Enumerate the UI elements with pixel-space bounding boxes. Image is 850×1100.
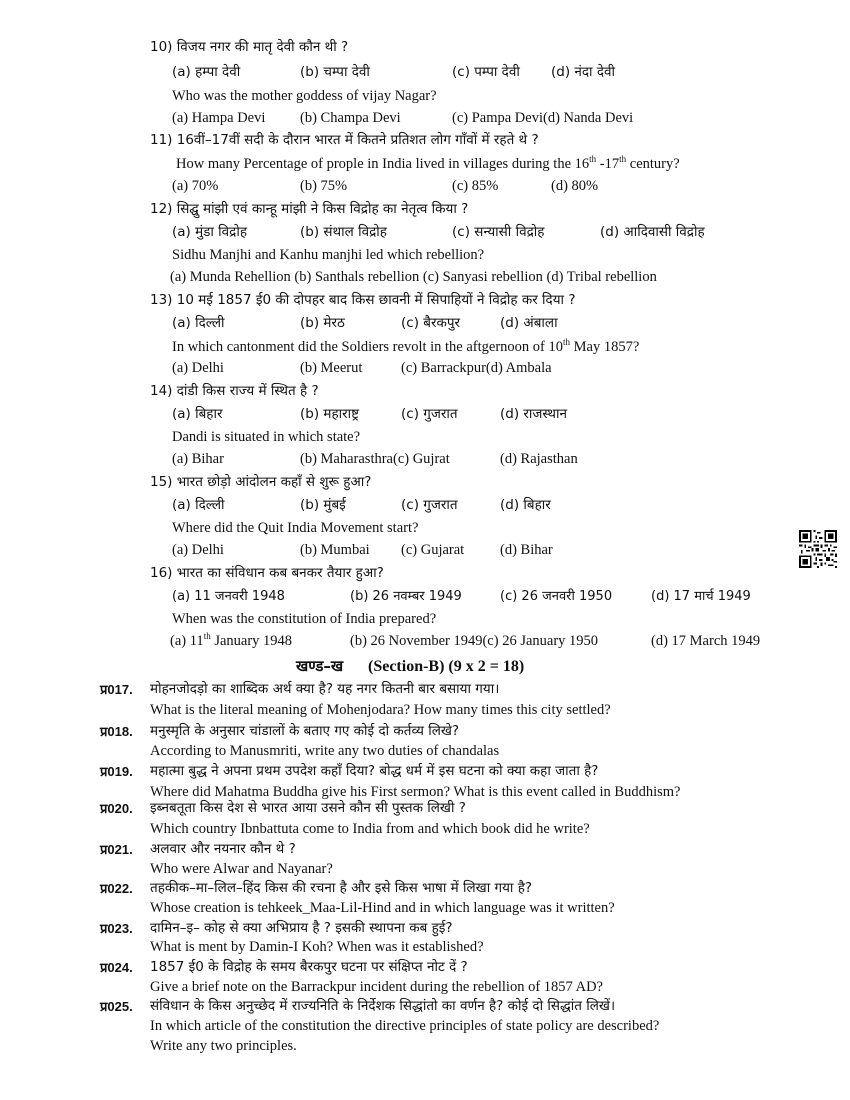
options-english: (a) Munda Rehellion (b) Santhals rebellion (c) Sanyasi rebellion (d) Tribal rebellion [170, 269, 657, 285]
question-hindi: दामिन–इ– कोह से क्या अभिप्राय है ? इसकी स्थापना कब हुई? [150, 920, 453, 936]
option-c: (c) 85% [452, 178, 499, 194]
option-c: (c) 26 जनवरी 1950 [500, 589, 613, 604]
question-english: In which article of the constitution the directive principles of state policy are described? [150, 1018, 660, 1034]
question-20 [0, 797, 850, 820]
question-15 [0, 471, 850, 494]
option-b: (b) Mumbai [300, 542, 370, 558]
question-17 [0, 678, 850, 701]
option-b: (b) Maharasthra(c) Gujrat [300, 451, 450, 467]
option-c: (c) बैरकपुर [401, 315, 461, 331]
options-hindi [0, 221, 850, 244]
option-a: (a) Delhi [172, 542, 224, 558]
question-hindi: 10) विजय नगर की मातृ देवी कौन थी ? [150, 39, 349, 55]
options-hindi [0, 403, 850, 426]
option-b: (b) Champa Devi [300, 110, 401, 126]
option-a: (a) मुंडा विद्रोह [172, 224, 248, 240]
question-hindi: अलवार और नयनार कौन थे ? [150, 841, 296, 857]
question-english: How many Percentage of prople in India lived in villages during the 16th -17th century? [176, 154, 680, 172]
option-b: (b) महाराष्ट्र [300, 406, 360, 422]
question-number: प्र025. [100, 999, 133, 1014]
option-b: (b) 75% [300, 178, 348, 194]
option-d: (d) Rajasthan [500, 451, 578, 467]
question-hindi: मनुस्मृति के अनुसार चांडालों के बताए गए कोई दो कर्तव्य लिखे? [150, 723, 460, 739]
option-c: (c) गुजरात [401, 406, 458, 422]
option-d: (d) अंबाला [500, 315, 558, 331]
options-hindi [0, 61, 850, 84]
question-hindi: इब्नबतूता किस देश से भारत आया उसने कौन सी पुस्तक लिखी ? [150, 800, 466, 816]
question-number: प्र018. [100, 724, 133, 739]
question-hindi: 14) दांडी किस राज्य में स्थित है ? [150, 383, 319, 399]
option-d: (d) 80% [551, 178, 599, 194]
options-english [0, 539, 850, 562]
question-english: Who were Alwar and Nayanar? [150, 861, 333, 877]
option-c: (c) Pampa Devi(d) Nanda Devi [452, 110, 634, 126]
option-c: (c) Barrackpur(d) Ambala [401, 360, 552, 376]
question-hindi: 13) 10 मई 1857 ई0 की दोपहर बाद किस छावनी में सिपाहियों ने विद्रोह कर दिया ? [150, 292, 576, 308]
question-number: प्र022. [100, 881, 133, 896]
option-b: (b) 26 नवम्बर 1949 [350, 589, 462, 604]
question-english: Sidhu Manjhi and Kanhu manjhi led which rebellion? [172, 247, 485, 263]
question-14 [0, 380, 850, 403]
option-a: (a) Delhi [172, 360, 224, 376]
option-d: (d) नंदा देवी [551, 64, 616, 80]
section-b-heading [0, 655, 850, 678]
options-english [0, 630, 850, 653]
question-hindi: 11) 16वीं–17वीं सदी के दौरान भारत में कितने प्रतिशत लोग गाँवों में रहते थे ? [150, 132, 539, 148]
question-16 [0, 562, 850, 585]
question-english: Who was the mother goddess of vijay Nagar? [172, 88, 437, 104]
option-d: (d) राजस्थान [500, 406, 568, 422]
question-19 [0, 760, 850, 783]
question-hindi: 1857 ई0 के विद्रोह के समय बैरकपुर घटना पर संक्षिप्त नोट दें ? [150, 959, 468, 975]
question-13 [0, 289, 850, 312]
question-english: Which country Ibnbattuta come to India from and which book did he write? [150, 821, 590, 837]
question-english: When was the constitution of India prepared? [172, 611, 437, 627]
question-english: According to Manusmriti, write any two duties of chandalas [150, 743, 500, 759]
option-c: (c) Gujarat [401, 542, 465, 558]
question-english: In which cantonment did the Soldiers revolt in the aftgernoon of 10th May 1857? [172, 337, 640, 355]
question-english: Whose creation is tehkeek_Maa-Lil-Hind and in which language was it written? [150, 900, 615, 916]
question-12 [0, 198, 850, 221]
option-a: (a) 11 जनवरी 1948 [172, 589, 285, 604]
question-hindi: तहकीक–मा–लिल–हिंद किस की रचना है और इसे किस भाषा में लिखा गया है? [150, 880, 533, 896]
qr-code-icon[interactable] [799, 530, 837, 568]
option-d: (d) 17 मार्च 1949 [651, 589, 751, 604]
question-english: Give a brief note on the Barrackpur incident during the rebellion of 1857 AD? [150, 979, 603, 995]
options-english [0, 175, 850, 198]
option-c: (c) पम्पा देवी [452, 64, 520, 80]
option-a: (a) बिहार [172, 406, 223, 422]
question-english: Where did the Quit India Movement start? [172, 520, 419, 536]
question-number: प्र020. [100, 801, 133, 816]
question-hindi: 12) सिद्घु मांझी एवं कान्हू मांझी ने किस विद्रोह का नेतृत्व किया ? [150, 201, 469, 217]
options-english [0, 107, 850, 130]
option-a: (a) 70% [172, 178, 219, 194]
question-english: Where did Mahatma Buddha give his First sermon? What is this event called in Buddhism? [150, 784, 681, 800]
question-english-line-2: Write any two principles. [150, 1038, 297, 1054]
option-d: (d) आदिवासी विद्रोह [600, 224, 705, 240]
question-english: What is the literal meaning of Mohenjodara? How many times this city settled? [150, 702, 611, 718]
question-number: प्र024. [100, 960, 133, 975]
option-a: (a) हम्पा देवी [172, 64, 241, 80]
option-c: (c) सन्यासी विद्रोह [452, 224, 545, 240]
option-b: (b) चम्पा देवी [300, 64, 370, 80]
section-heading-hindi: खण्ड–ख [296, 657, 344, 675]
question-number: प्र021. [100, 842, 133, 857]
question-hindi: 16) भारत का संविधान कब बनकर तैयार हुआ? [150, 565, 384, 581]
options-hindi [0, 312, 850, 335]
option-a: (a) दिल्ली [172, 315, 225, 331]
question-hindi: मोहनजोदड़ो का शाब्दिक अर्थ क्या है? यह नगर कितनी बार बसाया गया। [150, 681, 500, 697]
question-number: प्र023. [100, 921, 133, 936]
options-hindi [0, 494, 850, 517]
question-11 [0, 129, 850, 152]
options-hindi [0, 585, 850, 608]
option-b-c: (b) 26 November 1949(c) 26 January 1950 [350, 633, 599, 649]
options-english [0, 448, 850, 471]
option-c: (c) गुजरात [401, 497, 458, 513]
question-english: What is ment by Damin-I Koh? When was it established? [150, 939, 484, 955]
option-b: (b) संथाल विद्रोह [300, 224, 387, 240]
option-a: (a) Bihar [172, 451, 224, 467]
question-hindi: संविधान के किस अनुच्छेद में राज्यनिति के निर्देशक सिद्धांतो का वर्णन है? कोई दो सिद्धांत लिखें। [150, 998, 616, 1014]
question-hindi: महात्मा बुद्ध ने अपना प्रथम उपदेश कहाँ दिया? बोद्ध धर्म में इस घटना को क्या कहा जाता है? [150, 763, 599, 779]
question-number: प्र019. [100, 764, 133, 779]
option-d: (d) 17 March 1949 [651, 633, 761, 649]
option-a: (a) Hampa Devi [172, 110, 266, 126]
option-b: (b) मुंबई [300, 497, 346, 513]
option-d: (d) बिहार [500, 497, 551, 513]
option-a: (a) दिल्ली [172, 497, 225, 513]
question-number: प्र017. [100, 682, 133, 697]
section-heading-english: (Section-B) (9 x 2 = 18) [368, 658, 525, 675]
question-hindi: 15) भारत छोड़ो आंदोलन कहाँ से शुरू हुआ? [150, 474, 372, 490]
question-english: Dandi is situated in which state? [172, 429, 361, 445]
question-10 [0, 36, 850, 59]
option-d: (d) Bihar [500, 542, 553, 558]
option-a: (a) 11th January 1948 [170, 631, 293, 649]
option-b: (b) मेरठ [300, 315, 345, 331]
options-english [0, 357, 850, 380]
option-b: (b) Meerut [300, 360, 363, 376]
